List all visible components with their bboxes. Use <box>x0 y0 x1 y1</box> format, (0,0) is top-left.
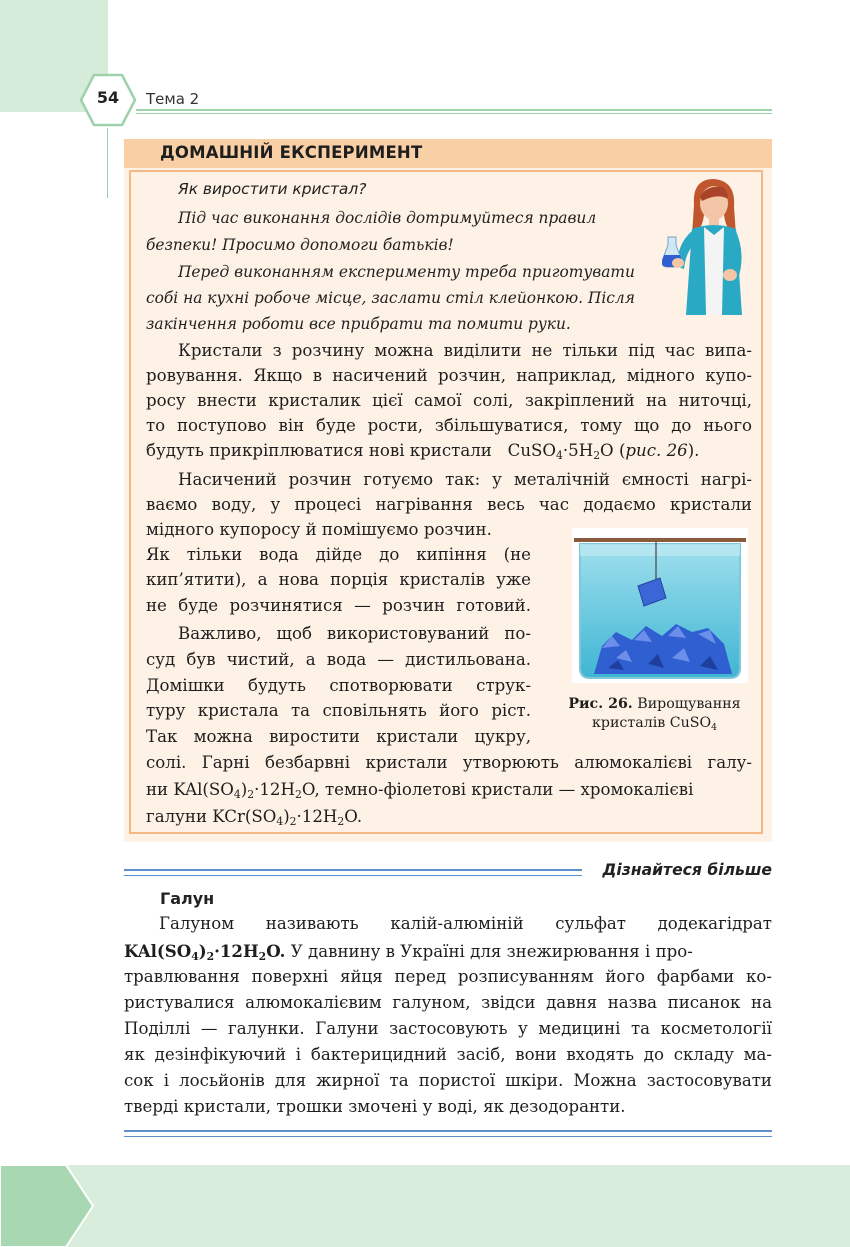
bottom-rule-thin <box>124 1136 772 1137</box>
caption-line <box>552 695 757 714</box>
body-line: Так можна виростити кристали цукру, <box>146 727 531 746</box>
note-line: закінчення роботи все прибрати та помити руки. <box>146 315 571 333</box>
learn-more-line: Поділлі — галунки. Галуни застосовують у медицині та косметології <box>124 1019 772 1038</box>
learn-more-title: Дізнайтеся більше <box>602 861 772 879</box>
body-line: туру кристала та сповільнять його ріст. <box>146 701 531 720</box>
learn-more-line: Галуном називають калій-алюміній сульфат додекагідрат <box>159 914 772 933</box>
figure-reference-text: рис. 26 <box>625 441 688 460</box>
learn-more-rule-thin <box>124 875 582 876</box>
body-line: ровування. Якщо в насичений розчин, наприклад, мідного купо- <box>146 366 752 385</box>
experiment-title: ДОМАШНІЙ ЕКСПЕРИМЕНТ <box>160 143 423 162</box>
learn-more-line: як дезінфікуючий і бактерицидний засіб, вони входять до складу ма- <box>124 1045 772 1064</box>
learn-more-line: ристувалися алюмокалієвим галуном, звідси давня назва писанок на <box>124 993 772 1012</box>
footer-tab-icon <box>0 1165 95 1247</box>
body-line: суд був чистий, а вода — дистильована. <box>146 650 531 669</box>
figure-reference: (рис. 26). <box>618 441 700 460</box>
margin-line <box>107 128 108 198</box>
formula-cuso4-5h2o: $CuSO_4\cdot 5H_2O$ <box>497 441 614 463</box>
body-line-text: , темно-фіолетові кристали — хромокалієві <box>314 780 694 799</box>
body-line: кип’ятити), а нова порція кристалів уже <box>146 570 531 589</box>
formula-kcr-so4-2-12h2o: $KCr(SO_4)_2\cdot 12H_2O$. <box>212 807 363 829</box>
note-line: Під час виконання дослідів дотримуйтеся правил <box>178 209 597 227</box>
note-line: безпеки! Просимо допомоги батьків! <box>146 236 454 254</box>
body-line: Важливо, щоб використовуваний по- <box>178 624 531 643</box>
body-line-with-formula <box>146 780 693 801</box>
note-line: собі на кухні робоче місце, заслати стіл клейонкою. Після <box>146 289 635 307</box>
body-line: росу внести кристалик цієї самої солі, закріплений на ниточці, <box>146 391 752 410</box>
note-line: Перед виконанням експерименту треба приготувати <box>178 263 635 281</box>
girl-with-flask-illustration-icon <box>662 175 758 315</box>
body-line-with-formula <box>146 807 362 828</box>
body-line-text: будуть прикріплюватися нові кристали <box>146 441 492 460</box>
learn-more-text: У давнину в Україні для знежирювання і про- <box>290 942 693 961</box>
body-line: мідного купоросу й помішуємо розчин. <box>146 520 492 539</box>
learn-more-subtitle: Галун <box>160 889 215 908</box>
footer-band <box>0 1165 850 1247</box>
body-line: ваємо воду, у процесі нагрівання весь час додаємо кристали <box>146 495 752 514</box>
body-line: Насичений розчин готуємо так: у металічній ємності нагрі- <box>178 470 752 489</box>
page-number: 54 <box>96 88 120 107</box>
body-line: не буде розчинятися — розчин готовий. <box>146 596 531 615</box>
caption-label: Рис. 26. <box>568 696 633 712</box>
body-line: солі. Гарні безбарвні кристали утворюють алюмокалієві галу- <box>146 753 752 772</box>
body-line: Кристали з розчину можна виділити не тільки під час випа- <box>178 341 752 360</box>
caption-line: кристалів CuSO$_4$ <box>592 715 717 733</box>
learn-more-line: тверді кристали, трошки змочені у воді, як дезодоранти. <box>124 1097 626 1116</box>
body-line: Як тільки вода дійде до кипіння (не <box>146 545 531 564</box>
experiment-question: Як виростити кристал? <box>178 180 367 198</box>
formula-kal-so4-2-12h2o: $KAl(SO_4)_2\cdot 12H_2O$ <box>173 780 315 802</box>
figure-caption <box>552 695 757 737</box>
header-rule <box>136 109 772 111</box>
body-line: Домішки будуть спотворювати струк- <box>146 676 531 695</box>
caption-text: кристалів <box>592 715 666 731</box>
bottom-rule <box>124 1130 772 1132</box>
topic-label: Тема 2 <box>146 90 200 108</box>
learn-more-line: травлювання поверхні яйця перед розписуванням його фарбами ко- <box>124 967 772 986</box>
body-line-with-formula <box>146 441 752 462</box>
learn-more-line: сок і лосьйонів для жирної та пористої шкіри. Можна застосовувати <box>124 1071 772 1090</box>
beaker-with-crystals-illustration-icon <box>572 528 748 683</box>
formula-kal-so4-2-12h2o: $KAl(SO_4)_2\cdot 12H_2O$. <box>124 941 286 964</box>
learn-more-line-with-formula <box>124 941 772 963</box>
header-rule-thin <box>136 113 772 114</box>
body-line-text: галуни <box>146 807 208 826</box>
body-line-text: ни <box>146 780 169 799</box>
caption-text: Вирощування <box>637 696 741 712</box>
body-line: то поступово він буде рости, збільшуватися, тому що до нього <box>146 416 752 435</box>
learn-more-rule <box>124 869 582 871</box>
